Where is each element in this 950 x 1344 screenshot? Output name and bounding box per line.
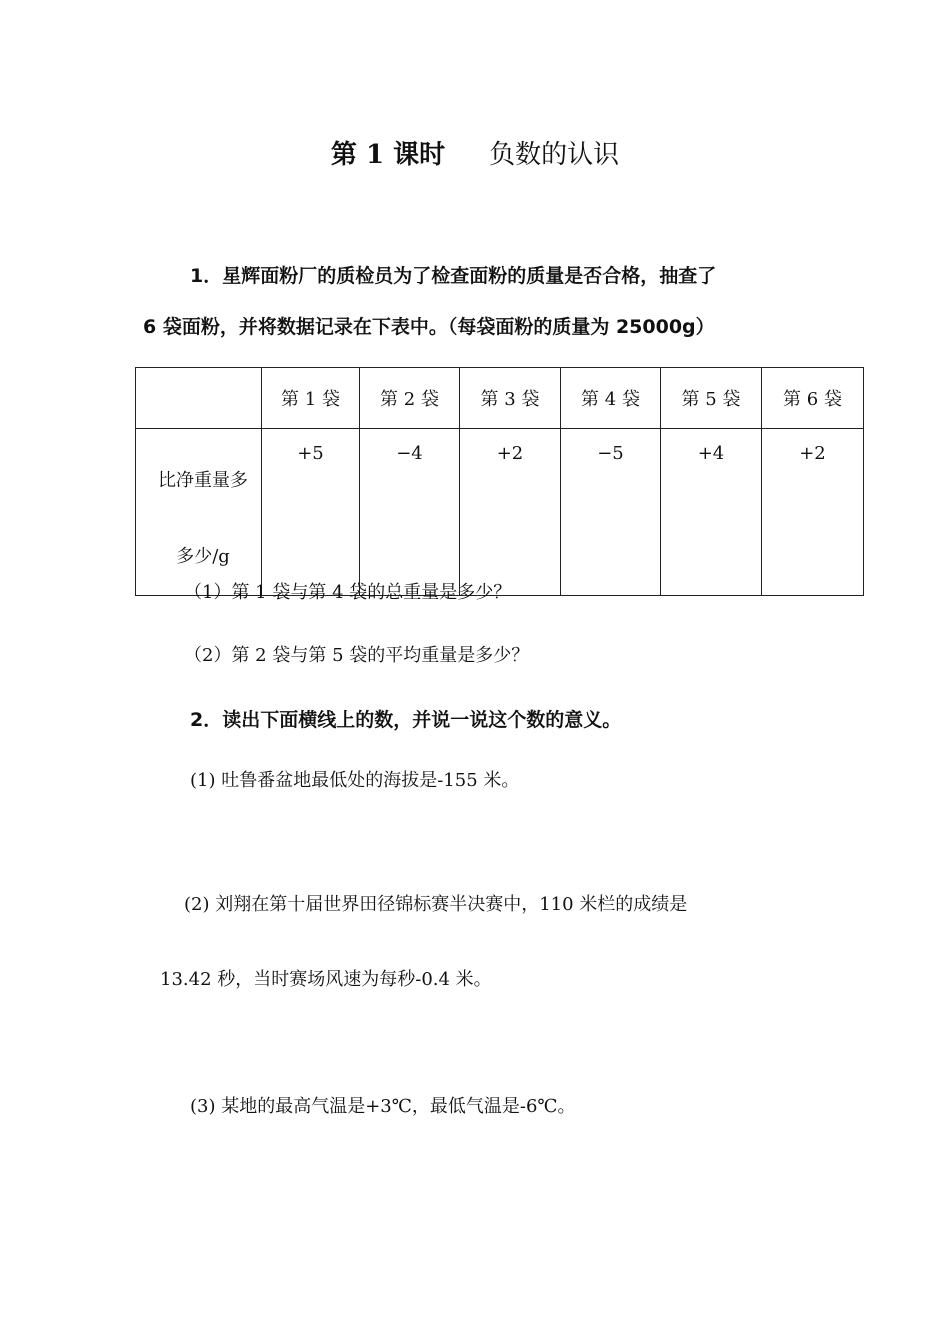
lesson-topic: 负数的认识: [489, 140, 620, 170]
table-value-row: [136, 429, 864, 596]
header-bag-3: 第 3 袋: [460, 368, 561, 429]
value-bag-3: +2: [460, 429, 561, 596]
value-bag-6: +2: [762, 429, 864, 596]
q2-item2-line1: (2) 刘翔在第十届世界田径锦标赛半决赛中，110 米栏的成绩是: [184, 894, 688, 915]
table-corner-cell: [136, 368, 262, 429]
q2-item2-line2: 13.42 秒，当时赛场风速为每秒-0.4 米。: [160, 969, 492, 990]
q1-line1: 1．星辉面粉厂的质检员为了检查面粉的质量是否合格，抽查了: [190, 265, 717, 287]
table-header-row: [136, 368, 864, 429]
value-bag-2: −4: [360, 429, 460, 596]
q2-item1: (1) 吐鲁番盆地最低处的海拔是-155 米。: [190, 770, 520, 791]
header-bag-2: 第 2 袋: [360, 368, 460, 429]
lesson-number: 第 1 课时: [330, 140, 446, 170]
q2-item3: (3) 某地的最高气温是+3℃，最低气温是-6℃。: [190, 1096, 576, 1117]
value-bag-4: −5: [561, 429, 661, 596]
page-title: [0, 134, 950, 171]
weight-table: [135, 367, 864, 596]
q1-line2: 6 袋面粉，并将数据记录在下表中。（每袋面粉的质量为 25000g）: [143, 316, 715, 338]
row-label: [136, 429, 262, 596]
q1-sub1: （1）第 1 袋与第 4 袋的总重量是多少？: [184, 582, 512, 603]
row-label-line2: 多少/g: [176, 546, 230, 567]
header-bag-6: 第 6 袋: [762, 368, 864, 429]
q1-sub2: （2）第 2 袋与第 5 袋的平均重量是多少？: [184, 645, 530, 666]
row-label-line1: 比净重量多: [158, 470, 248, 491]
value-bag-5: +4: [661, 429, 762, 596]
header-bag-1: 第 1 袋: [262, 368, 360, 429]
value-bag-1: +5: [262, 429, 360, 596]
header-bag-4: 第 4 袋: [561, 368, 661, 429]
q2-heading: 2．读出下面横线上的数，并说一说这个数的意义。: [190, 709, 622, 731]
header-bag-5: 第 5 袋: [661, 368, 762, 429]
